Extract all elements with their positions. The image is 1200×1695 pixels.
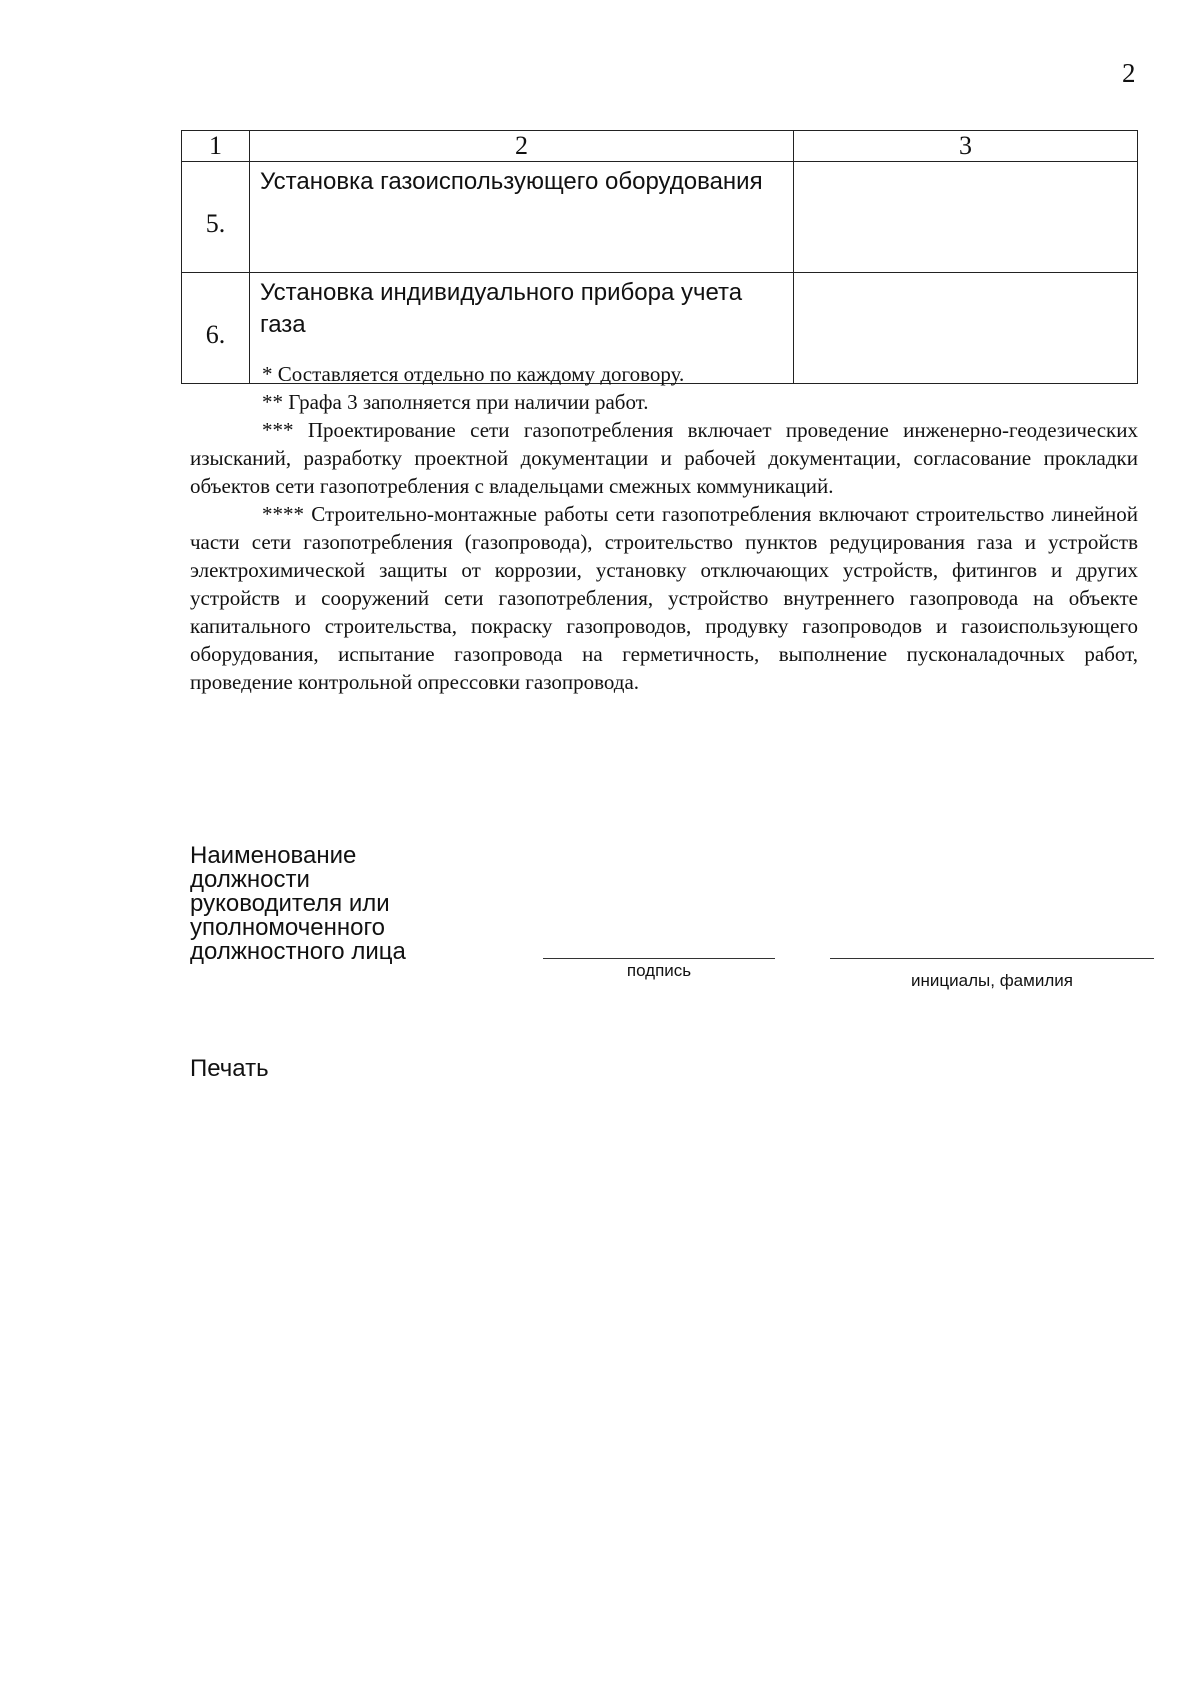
row-number: 6. — [182, 273, 250, 384]
header-cell-3: 3 — [794, 131, 1138, 162]
work-name: Установка газоиспользующего оборудования — [250, 162, 794, 273]
position-line: уполномоченного — [190, 914, 386, 941]
work-value — [794, 162, 1138, 273]
table-row — [182, 162, 1138, 273]
position-line: должностного лица — [190, 938, 406, 965]
works-table — [181, 130, 1138, 384]
table-header-row — [182, 131, 1138, 162]
footnote-2: ** Графа 3 заполняется при наличии работ. — [262, 390, 649, 414]
position-line: должности — [190, 866, 310, 893]
signature-line — [543, 958, 775, 959]
stamp-label: Печать — [190, 1055, 269, 1082]
page-number: 2 — [1122, 58, 1136, 88]
work-name: Установка индивидуального прибора учета газа — [250, 273, 794, 384]
name-caption: инициалы, фамилия — [911, 971, 1073, 990]
row-number: 5. — [182, 162, 250, 273]
official-position-label — [190, 844, 450, 964]
footnotes — [190, 360, 1138, 696]
signature-caption: подпись — [626, 961, 692, 980]
position-line: руководителя или — [190, 890, 390, 917]
header-cell-2: 2 — [250, 131, 794, 162]
header-cell-1: 1 — [182, 131, 250, 162]
footnote-3: *** Проектирование сети газопотребления включает проведение инженерно-геодезических изысканий, разработку проектной документации и рабочей документации, согласование прокладки объектов сети газопотребления с владельцами смежных коммуникаций. — [190, 418, 1138, 498]
footnote-1: * Составляется отдельно по каждому договору. — [262, 362, 685, 386]
position-line: Наименование — [190, 842, 357, 869]
footnote-4: **** Строительно-монтажные работы сети газопотребления включают строительство линейной части сети газопотребления (газопровода), строительство пунктов редуцирования газа и устройств электрохимической защиты от коррозии, установку отключающих устройств, фитингов и других устройств и сооружений сети газопотребления, устройство внутреннего газопровода на объекте капитального строительства, покраску газопроводов, продувку газопроводов и газоиспользующего оборудования, испытание газопровода на герметичность, выполнение пусконаладочных работ, проведение контрольной опрессовки газопровода. — [190, 502, 1138, 694]
